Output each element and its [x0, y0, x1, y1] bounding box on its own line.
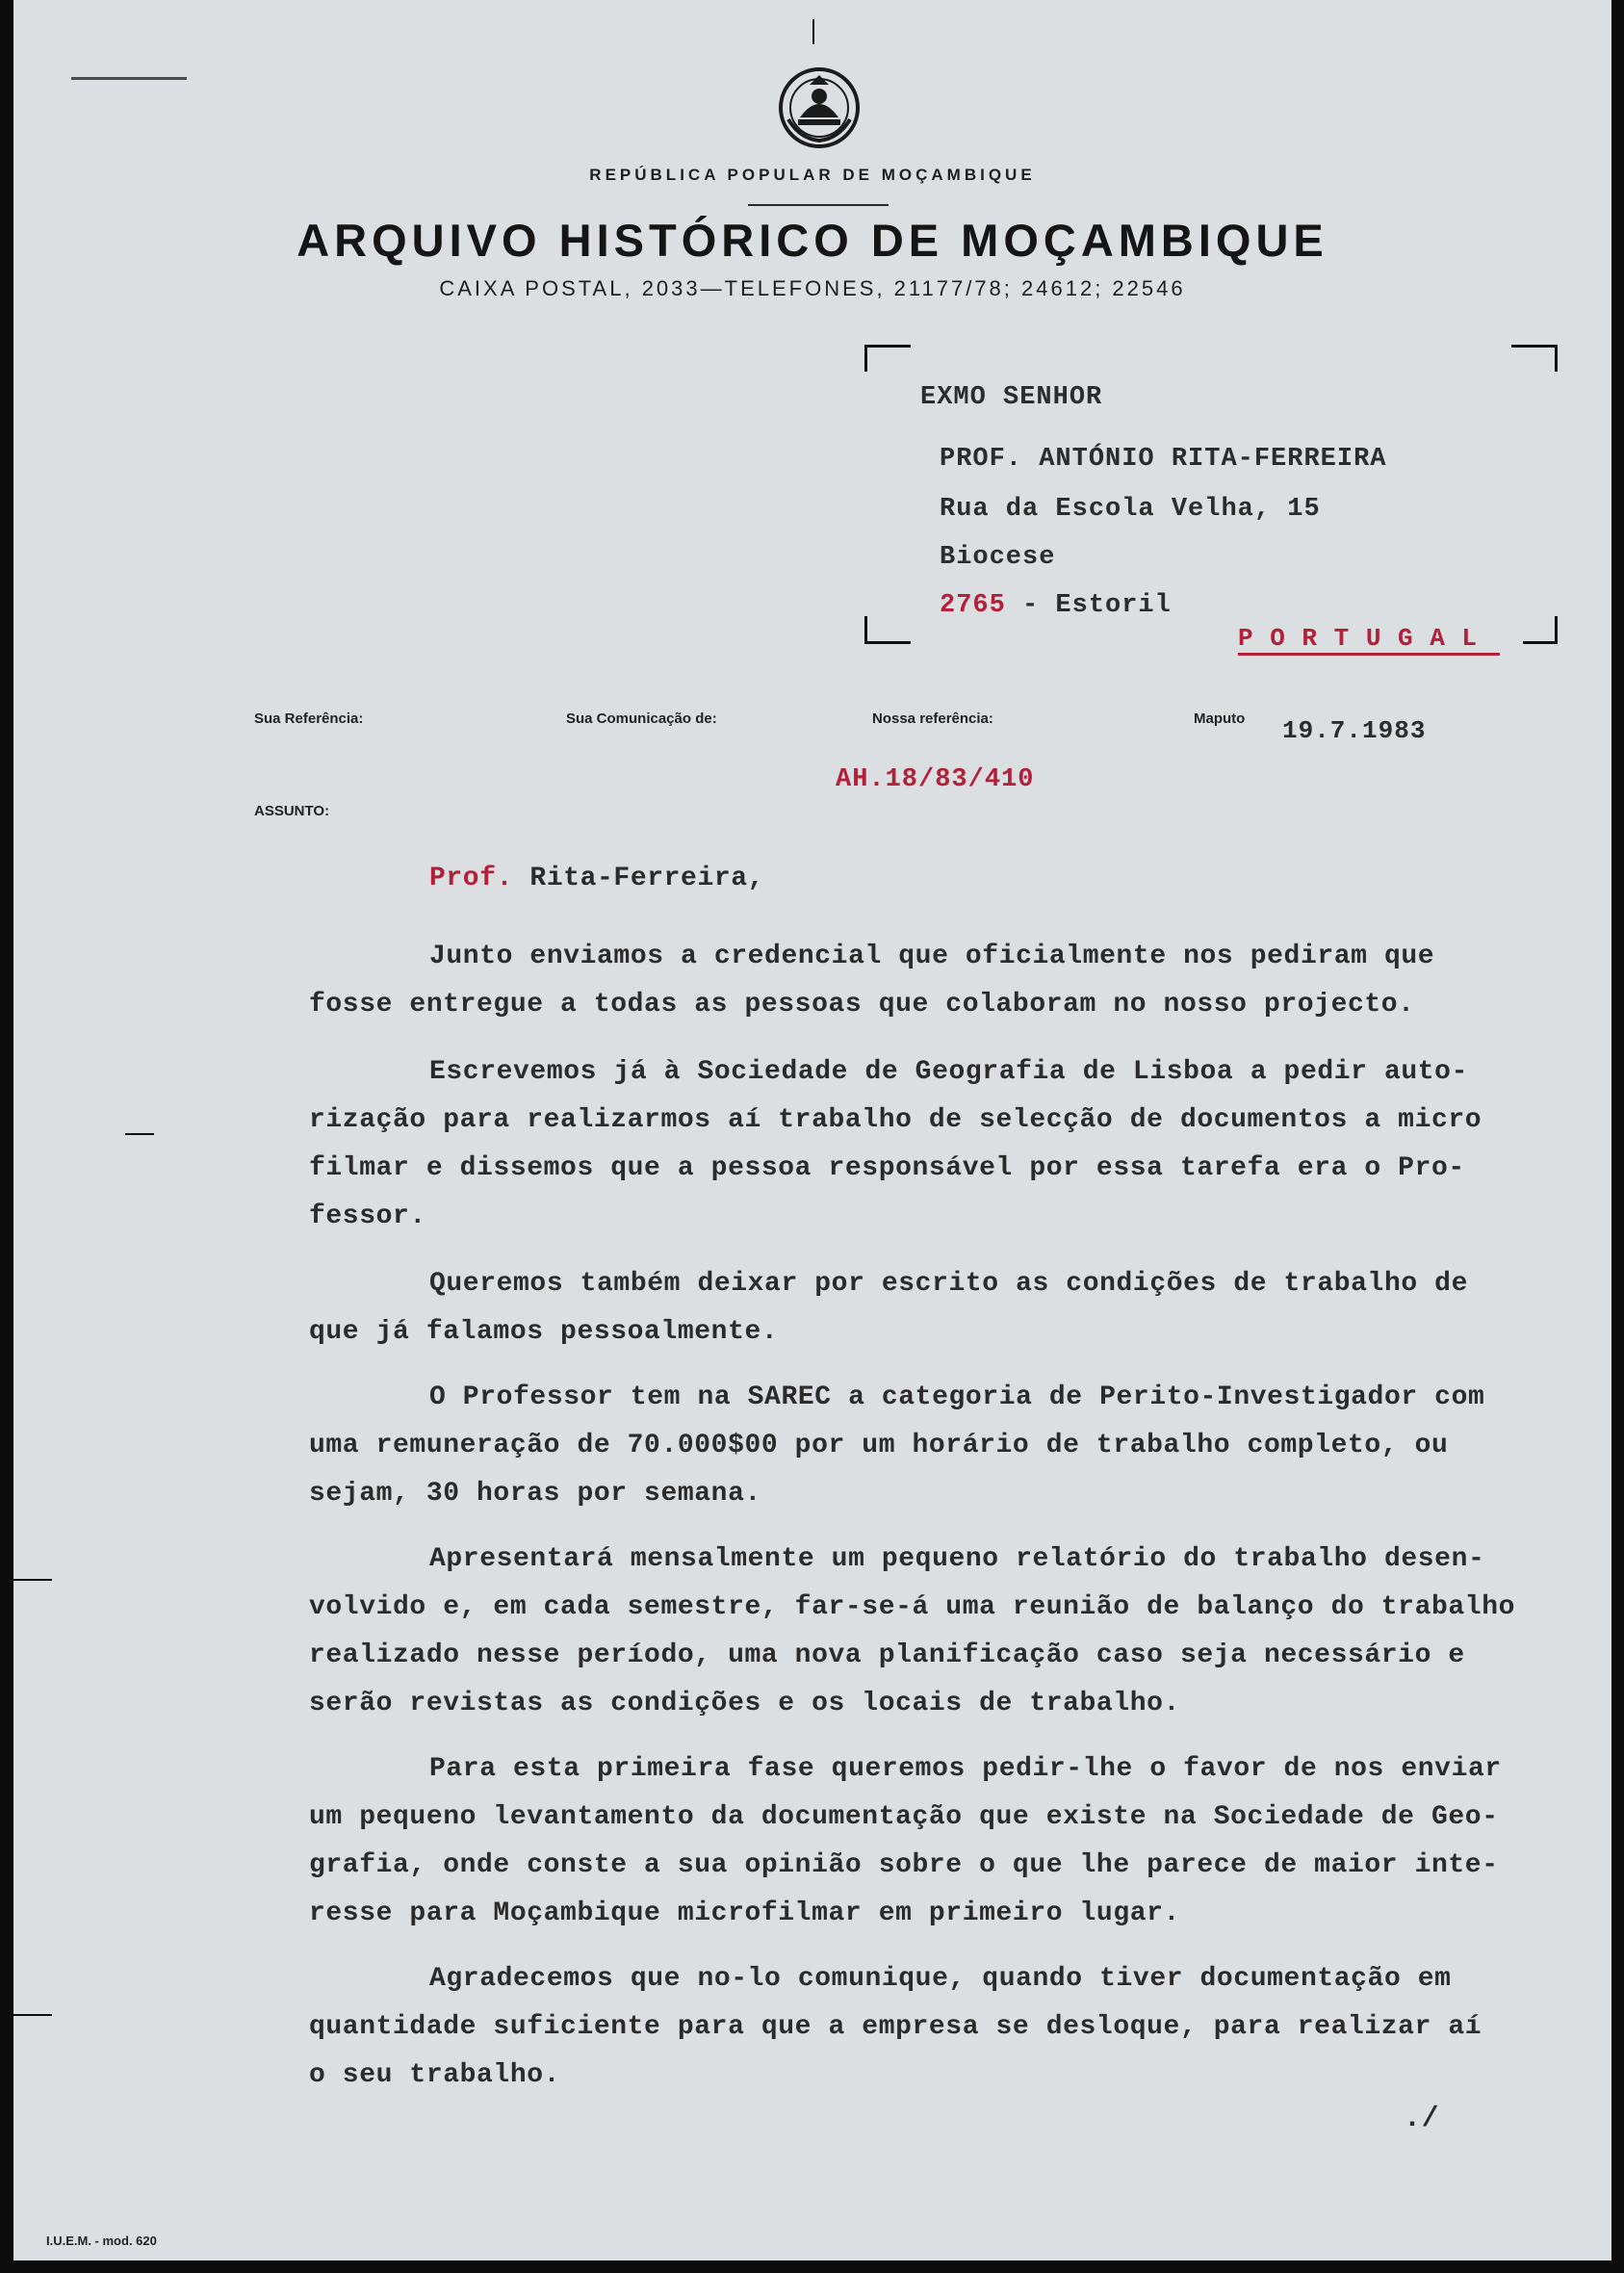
body-line: Queremos também deixar por escrito as condições de trabalho de [429, 1269, 1468, 1299]
body-line: rização para realizarmos aí trabalho de selecção de documentos a micro [309, 1105, 1482, 1135]
body-line: volvido e, em cada semestre, far-se-á uma reunião de balanço do trabalho [309, 1592, 1515, 1622]
body-line: Agradecemos que no-lo comunique, quando tiver documentação em [429, 1964, 1452, 1994]
address-corner-tl-v [864, 345, 867, 372]
our-reference-number: AH.18/83/410 [836, 765, 1035, 794]
address-corner-tl-h [864, 345, 911, 348]
body-line: fessor. [309, 1201, 426, 1231]
body-line: que já falamos pessoalmente. [309, 1317, 779, 1347]
recipient-postal-code: 2765 [940, 591, 1006, 620]
address-corner-tr-v [1555, 345, 1558, 372]
republic-name: REPÚBLICA POPULAR DE MOÇAMBIQUE [589, 166, 1036, 184]
greeting [429, 864, 764, 893]
body-line: Para esta primeira fase queremos pedir-lhe o favor de nos enviar [429, 1754, 1502, 1784]
body-line: resse para Moçambique microfilmar em primeiro lugar. [309, 1898, 1180, 1928]
letter-date: 19.7.1983 [1282, 716, 1427, 745]
recipient-country: P O R T U G A L [1238, 624, 1479, 653]
body-line: Junto enviamos a credencial que oficialmente nos pediram que [429, 942, 1435, 971]
body-line: realizado nesse período, uma nova planificação caso seja necessário e [309, 1640, 1465, 1670]
country-underline [1238, 653, 1500, 656]
recipient-street: Rua da Escola Velha, 15 [940, 495, 1321, 524]
body-line: Apresentará mensalmente um pequeno relatório do trabalho desen- [429, 1544, 1485, 1574]
header-rule [748, 204, 889, 206]
place-label: Maputo [1194, 710, 1246, 727]
address-corner-bl-v [864, 616, 867, 644]
recipient-city: Estoril [1055, 591, 1172, 620]
recipient-salutation: EXMO SENHOR [920, 383, 1103, 412]
end-mark: ./ [1404, 2103, 1440, 2135]
greeting-title: Prof. [429, 864, 514, 893]
recipient-city-line [940, 591, 1172, 620]
archive-contacts: CAIXA POSTAL, 2033—TELEFONES, 21177/78; 24612; 22546 [439, 276, 1186, 300]
margin-tick [125, 1133, 154, 1135]
address-corner-br-v [1555, 616, 1558, 644]
margin-tick [13, 1579, 52, 1581]
body-line: Escrevemos já à Sociedade de Geografia de Lisboa a pedir auto- [429, 1057, 1468, 1087]
address-corner-bl-h [864, 641, 911, 644]
body-line: filmar e dissemos que a pessoa responsável por essa tarefa era o Pro- [309, 1153, 1465, 1183]
recipient-postal-separator: - [1005, 591, 1056, 620]
form-code: I.U.E.M. - mod. 620 [46, 2234, 157, 2248]
nossa-referencia-label: Nossa referência: [872, 710, 993, 727]
greeting-name: Rita-Ferreira, [513, 864, 765, 893]
recipient-name: PROF. ANTÓNIO RITA-FERREIRA [940, 445, 1387, 474]
address-corner-br-h [1523, 641, 1558, 644]
sua-referencia-label: Sua Referência: [254, 710, 364, 727]
address-corner-tr-h [1511, 345, 1558, 348]
archive-title: ARQUIVO HISTÓRICO DE MOÇAMBIQUE [296, 215, 1328, 266]
body-line: fosse entregue a todas as pessoas que colaboram no nosso projecto. [309, 990, 1415, 1020]
sua-comunicacao-label: Sua Comunicação de: [566, 710, 717, 727]
fold-mark-top [812, 19, 814, 44]
body-line: quantidade suficiente para que a empresa se desloque, para realizar aí [309, 2012, 1482, 2042]
body-line: um pequeno levantamento da documentação que existe na Sociedade de Geo- [309, 1802, 1499, 1832]
assunto-label: ASSUNTO: [254, 803, 330, 819]
margin-tick [13, 2014, 52, 2016]
body-line: grafia, onde conste a sua opinião sobre o que lhe parece de maior inte- [309, 1850, 1499, 1880]
body-line: uma remuneração de 70.000$00 por um horário de trabalho completo, ou [309, 1431, 1449, 1460]
mozambique-emblem-icon [771, 62, 867, 154]
recipient-locality: Biocese [940, 543, 1056, 572]
body-line: serão revistas as condições e os locais de trabalho. [309, 1689, 1180, 1718]
staple-mark [71, 77, 187, 80]
body-line: o seu trabalho. [309, 2060, 561, 2090]
letter-page [13, 0, 1611, 2260]
body-line: sejam, 30 horas por semana. [309, 1479, 761, 1509]
body-line: O Professor tem na SAREC a categoria de Perito-Investigador com [429, 1382, 1485, 1412]
